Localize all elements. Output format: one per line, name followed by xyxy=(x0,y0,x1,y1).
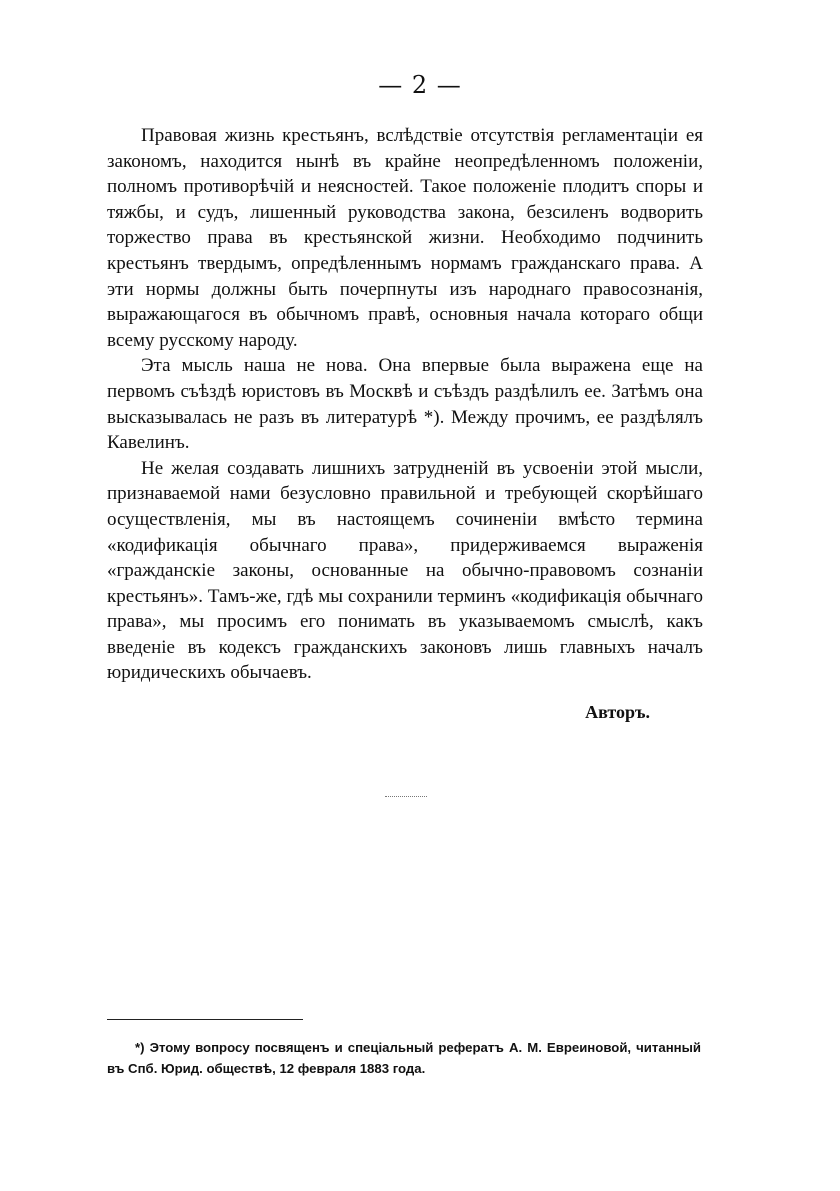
footnote xyxy=(107,1037,701,1079)
main-text xyxy=(107,123,703,686)
author-signature: Авторъ. xyxy=(585,702,650,722)
paragraph-2: Эта мысль наша не нова. Она впервые была выражена еще на первомъ съѣздѣ юристовъ въ Москвѣ и съѣздъ раздѣлилъ ее. Затѣмъ она высказывалась не разъ въ литературѣ *). Между прочимъ, ее раздѣлялъ Кавелинъ. xyxy=(107,355,703,454)
paragraph-1: Правовая жизнь крестьянъ, вслѣдствіе отсутствія регламентаціи ея закономъ, находится нынѣ въ крайне неопредѣленномъ положеніи, полномъ противорѣчій и неясностей. Такое положеніе плодитъ споры и тяжбы, и судъ, лишенный руководства закона, безсиленъ водворить торжество права въ крестьянской жизни. Необходимо подчинить крестьянъ твердымъ, опредѣленнымъ нормамъ гражданскаго права. А эти нормы должны быть почерпнуты изъ народнаго правосознанія, выражающагося въ обычномъ правѣ, основныя начала котораго общи всему русскому народу. xyxy=(107,125,703,351)
page-number: — 2 — xyxy=(378,71,462,99)
footnote-text: *) Этому вопросу посвященъ и спеціальный рефератъ А. М. Евреиновой, читанный въ Спб. Юрид. обществѣ, 12 февраля 1883 года. xyxy=(107,1040,701,1076)
section-ornament xyxy=(385,796,427,797)
paragraph-3: Не желая создавать лишнихъ затрудненій въ усвоеніи этой мысли, признаваемой нами безусловно правильной и требующей скорѣйшаго осуществленія, мы въ настоящемъ сочиненіи вмѣсто термина «кодификація обычнаго права», придерживаемся выраженія «гражданскіе законы, основанные на обычно-правовомъ сознаніи крестьянъ». Тамъ-же, гдѣ мы сохранили терминъ «кодификація обычнаго права», мы просимъ его понимать въ указываемомъ смыслѣ, какъ введеніе въ кодексъ гражданскихъ законовъ лишь главныхъ началъ юридическихъ обычаевъ. xyxy=(107,457,703,684)
footnote-divider xyxy=(107,1019,303,1020)
